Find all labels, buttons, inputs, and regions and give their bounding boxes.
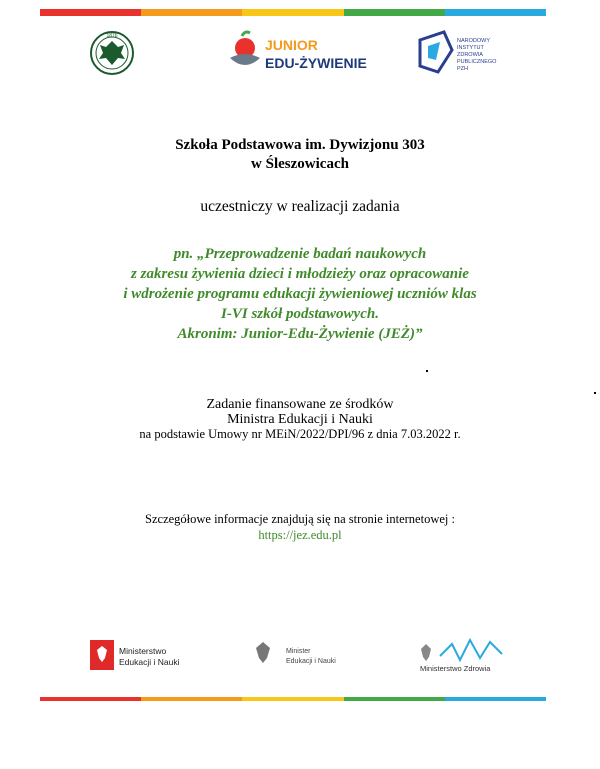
emblem-year: 1876 bbox=[106, 33, 118, 39]
junior-edu-zywienie-logo bbox=[230, 32, 367, 71]
details-info bbox=[0, 511, 600, 543]
stray-dot bbox=[426, 370, 428, 372]
funding-line3: na podstawie Umowy nr MEiN/2022/DPI/96 z dnia 7.03.2022 r. bbox=[139, 427, 461, 441]
website-link[interactable]: https://jez.edu.pl bbox=[258, 528, 342, 542]
men-line1: Ministerstwo bbox=[119, 646, 167, 656]
school-name-line2: w Śleszowicach bbox=[251, 156, 349, 172]
ministry-of-health-logo bbox=[420, 640, 502, 673]
funding-info bbox=[0, 397, 600, 442]
top-color-stripe bbox=[40, 9, 546, 16]
men-logo bbox=[90, 640, 180, 670]
junior-logo-subtitle: EDU-ŻYWIENIE bbox=[265, 55, 367, 71]
men-line2: Edukacji i Nauki bbox=[119, 657, 180, 667]
funding-line2: Ministra Edukacji i Nauki bbox=[227, 412, 373, 427]
pzh-line4: PUBLICZNEGO bbox=[457, 59, 497, 65]
stripe-green bbox=[344, 9, 445, 16]
junior-logo-title: JUNIOR bbox=[265, 37, 318, 53]
stripe-red bbox=[40, 9, 141, 16]
stripe-yellow bbox=[242, 9, 343, 16]
stripe-orange bbox=[141, 697, 242, 701]
pzh-line3: ZDROWIA bbox=[457, 52, 483, 58]
pzh-line5: PZH bbox=[457, 66, 468, 72]
minister-line2: Edukacji i Nauki bbox=[286, 658, 336, 665]
pzh-institute-logo bbox=[420, 32, 497, 72]
project-line3: i wdrożenie programu edukacji żywieniowej uczniów klas bbox=[123, 286, 477, 302]
stripe-green bbox=[344, 697, 445, 701]
stripe-red bbox=[40, 697, 141, 701]
pzh-line2: INSTYTUT bbox=[457, 45, 484, 51]
minister-logo bbox=[256, 642, 336, 665]
stripe-blue bbox=[445, 9, 546, 16]
stray-dot-edge bbox=[594, 392, 596, 394]
project-line2: z zakresu żywienia dzieci i młodzieży oraz opracowanie bbox=[131, 266, 469, 282]
lead-text: uczestniczy w realizacji zadania bbox=[200, 198, 400, 215]
project-title bbox=[0, 244, 600, 344]
project-line4: I-VI szkół podstawowych. bbox=[221, 306, 379, 322]
university-eagle-emblem-icon bbox=[91, 32, 133, 74]
pzh-line1: NARODOWY bbox=[457, 38, 490, 44]
details-line1: Szczegółowe informacje znajdują się na stronie internetowej : bbox=[145, 512, 455, 526]
stripe-orange bbox=[141, 9, 242, 16]
stripe-yellow bbox=[242, 697, 343, 701]
bottom-logos bbox=[0, 634, 600, 678]
top-logos bbox=[0, 28, 600, 78]
project-line5: Akronim: Junior-Edu-Żywienie (JEŻ)” bbox=[177, 326, 423, 342]
bottom-color-stripe bbox=[40, 697, 546, 701]
school-name-line1: Szkoła Podstawowa im. Dywizjonu 303 bbox=[175, 137, 425, 153]
project-line1: pn. „Przeprowadzenie badań naukowych bbox=[173, 246, 427, 262]
funding-line1: Zadanie finansowane ze środków bbox=[206, 397, 394, 412]
stripe-blue bbox=[445, 697, 546, 701]
school-name bbox=[0, 136, 600, 174]
minister-line1: Minister bbox=[286, 648, 311, 655]
mz-label: Ministerstwo Zdrowia bbox=[420, 664, 491, 673]
